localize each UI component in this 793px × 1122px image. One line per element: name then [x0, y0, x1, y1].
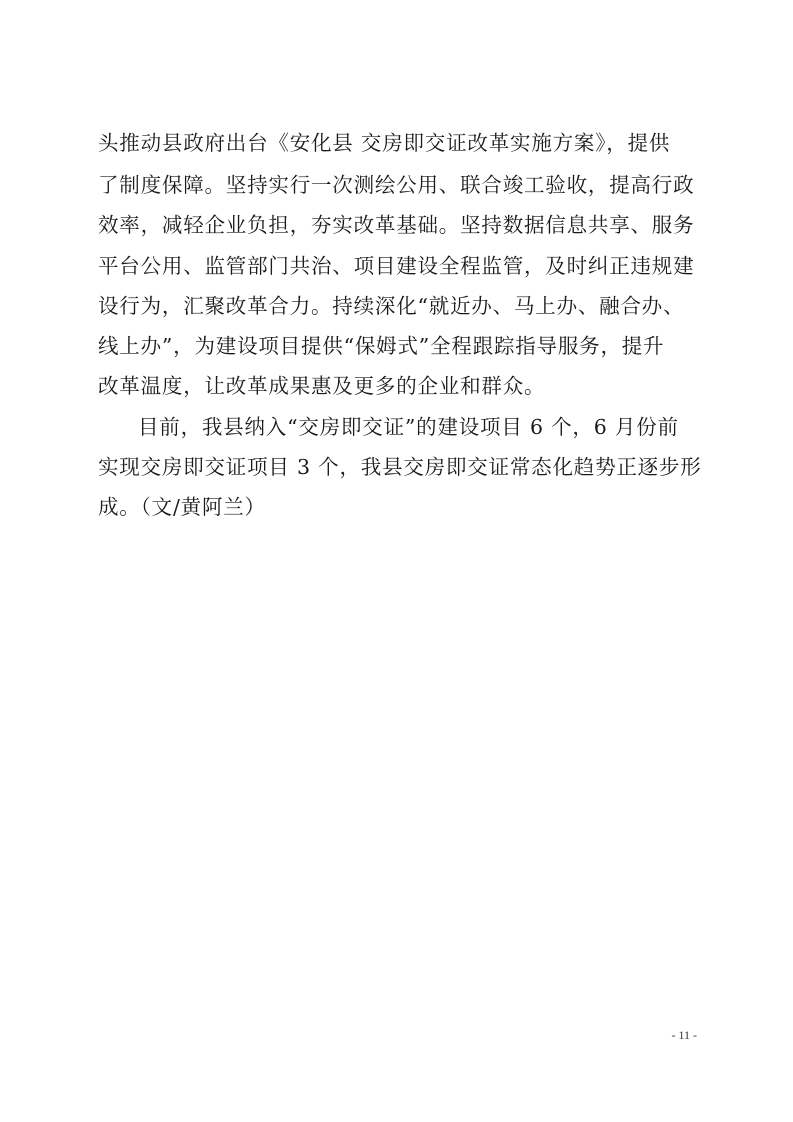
paragraph-1-line-7: 改革温度，让改革成果惠及更多的企业和群众。 — [98, 374, 546, 398]
paragraph-1-line-4: 平台公用、监管部门共治、项目建设全程监管，及时纠正违规建 — [98, 254, 695, 278]
paragraph-1-line-1: 头推动县政府出台《安化县 交房即交证改革实施方案》，提供 — [98, 131, 671, 155]
page-number: - 11 - — [671, 1028, 697, 1042]
paragraph-1-line-2: 了制度保障。坚持实行一次测绘公用、联合竣工验收，提高行政 — [98, 173, 695, 197]
paragraph-2-line-2: 实现交房即交证项目 3 个，我县交房即交证常态化趋势正逐步形 — [98, 455, 702, 479]
paragraph-1-line-5: 设行为，汇聚改革合力。持续深化“就近办、马上办、融合办、 — [98, 294, 685, 318]
paragraph-1-line-6: 线上办”，为建设项目提供“保姆式”全程跟踪指导服务，提升 — [98, 334, 665, 358]
paragraph-2-line-3: 成。（文/黄阿兰） — [98, 495, 266, 519]
paragraph-1-line-3: 效率，减轻企业负担，夯实改革基础。坚持数据信息共享、服务 — [98, 213, 695, 237]
paragraph-2-line-1: 目前，我县纳入“交房即交证”的建设项目 6 个，6 月份前 — [138, 415, 679, 439]
